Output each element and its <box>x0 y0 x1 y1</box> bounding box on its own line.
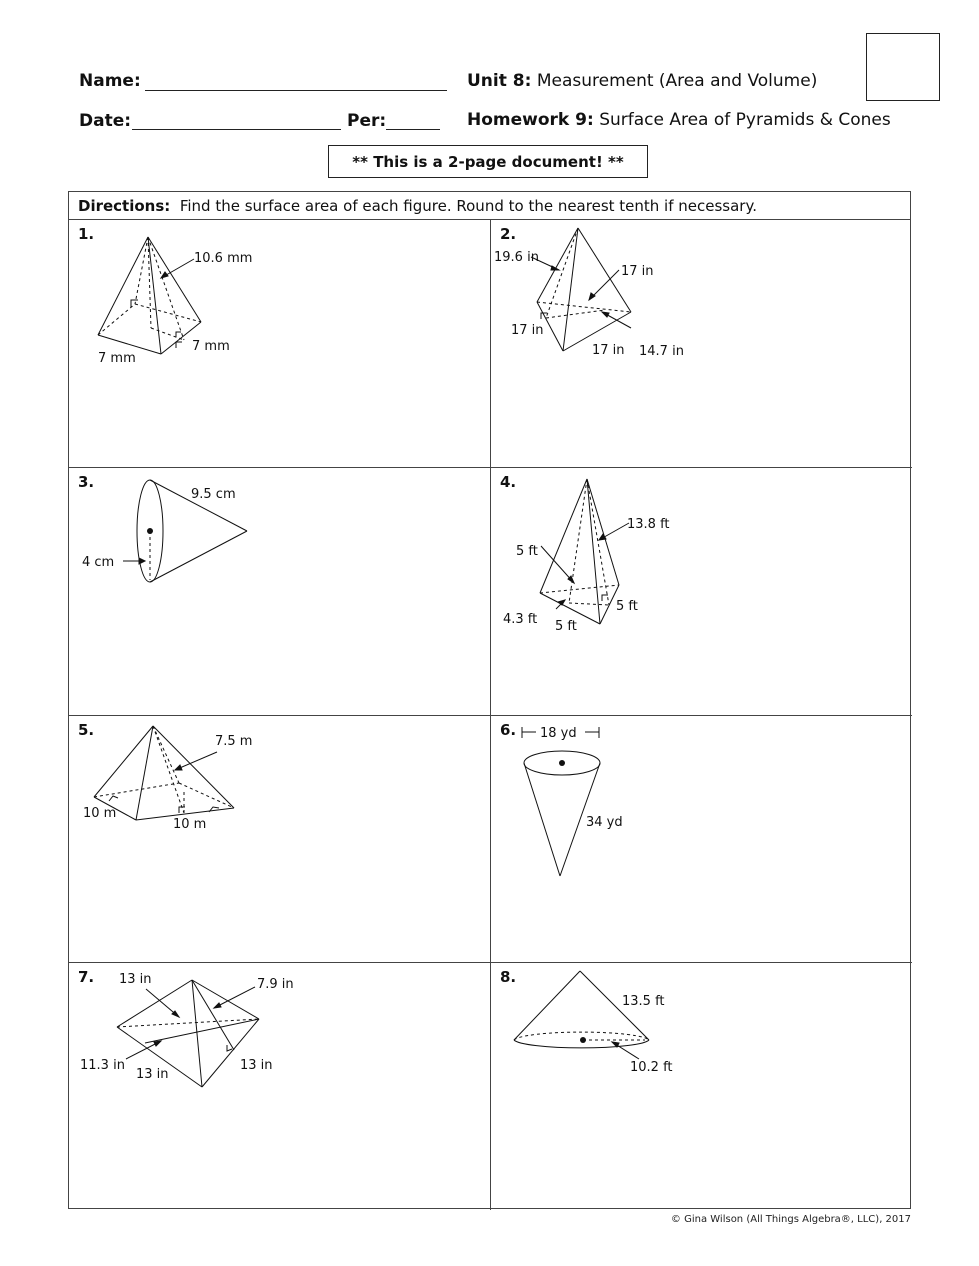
label-apothem: 11.3 in <box>80 1058 125 1073</box>
label-base-side: 17 in <box>511 323 544 338</box>
label-base-side: 10 m <box>173 817 207 832</box>
label-base-side: 17 in <box>592 343 625 358</box>
label-slant-height: 17 in <box>621 264 654 279</box>
directions-label: Directions: <box>78 197 171 215</box>
date-label: Date: <box>79 111 132 131</box>
name-blank[interactable] <box>145 90 447 91</box>
problem-4 <box>490 467 912 715</box>
label-base-side: 5 ft <box>516 544 538 559</box>
problem-number: 5. <box>78 721 95 739</box>
problem-3 <box>69 467 490 715</box>
directions-text: Find the surface area of each figure. Round to the nearest tenth if necessary. <box>179 197 757 215</box>
problem-7 <box>69 962 490 1210</box>
label-slant-height: 34 yd <box>586 815 623 830</box>
problem-number: 7. <box>78 968 95 986</box>
problem-number: 8. <box>500 968 517 986</box>
problem-2 <box>490 220 912 467</box>
label-slant-height: 13.5 ft <box>622 994 665 1009</box>
label-slant-height: 7.9 in <box>257 977 294 992</box>
problem-number: 3. <box>78 473 95 491</box>
problem-5 <box>69 715 490 962</box>
score-box[interactable] <box>866 33 940 101</box>
problem-number: 4. <box>500 473 517 491</box>
triangular-pyramid-figure <box>491 468 913 716</box>
problem-number: 1. <box>78 225 95 243</box>
name-label: Name: <box>79 71 141 91</box>
label-apothem: 14.7 in <box>639 344 684 359</box>
label-radius: 4 cm <box>82 555 115 570</box>
triangular-pyramid-figure <box>69 963 490 1211</box>
label-base-side: 5 ft <box>555 619 577 634</box>
directions <box>69 192 910 220</box>
problem-1 <box>69 220 490 467</box>
label-radius: 10.2 ft <box>630 1060 673 1075</box>
problem-6 <box>490 715 912 962</box>
copyright-footer: © Gina Wilson (All Things Algebra®, LLC), 2017 <box>670 1214 911 1225</box>
label-slant-height: 10.6 mm <box>194 251 253 266</box>
label-base-side: 7 mm <box>98 351 136 366</box>
triangular-pyramid-figure <box>491 220 913 467</box>
period-blank[interactable] <box>386 129 440 130</box>
problem-8 <box>490 962 912 1210</box>
label-base-side: 13 in <box>240 1058 273 1073</box>
inverted-cone-figure <box>491 716 913 963</box>
label-diameter: 18 yd <box>540 726 577 741</box>
label-slant-height: 13 in <box>119 972 152 987</box>
problem-number: 2. <box>500 225 517 243</box>
label-base-side: 7 mm <box>192 339 230 354</box>
label-slant-height: 9.5 cm <box>191 487 236 502</box>
label-height: 19.6 in <box>494 250 539 265</box>
cone-figure <box>69 468 490 716</box>
problem-grid <box>68 191 911 1209</box>
label-base-side: 10 m <box>83 806 117 821</box>
date-blank[interactable] <box>132 129 341 130</box>
per-label: Per: <box>347 111 387 131</box>
square-pyramid-figure <box>69 716 490 963</box>
problem-number: 6. <box>500 721 517 739</box>
page-notice: ** This is a 2-page document! ** <box>328 145 648 178</box>
homework-heading <box>467 110 891 130</box>
unit-heading <box>467 71 817 91</box>
label-base-side: 13 in <box>136 1067 169 1082</box>
label-slant-height: 13.8 ft <box>627 517 670 532</box>
label-base-side: 5 ft <box>616 599 638 614</box>
homework-label: Homework 9: <box>467 110 594 130</box>
cone-figure <box>491 963 913 1211</box>
label-apothem: 4.3 ft <box>503 612 538 627</box>
square-pyramid-figure <box>69 220 490 467</box>
label-slant-height: 7.5 m <box>215 734 253 749</box>
homework-title: Surface Area of Pyramids & Cones <box>599 110 891 130</box>
unit-label: Unit 8: <box>467 71 532 91</box>
unit-title: Measurement (Area and Volume) <box>536 71 818 91</box>
